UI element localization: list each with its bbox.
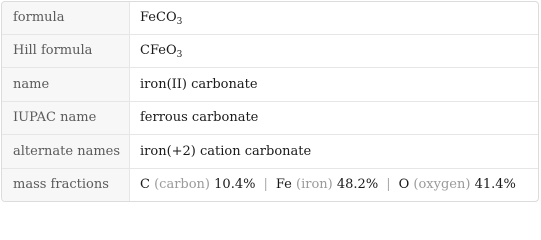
fraction-percent: 41.4% xyxy=(474,176,516,192)
fraction-separator: | xyxy=(386,176,391,192)
table-row xyxy=(2,2,538,35)
properties-table xyxy=(2,2,538,201)
table-row xyxy=(2,101,538,134)
fraction-percent: 10.4% xyxy=(214,176,256,192)
fraction-iron xyxy=(276,177,378,192)
fraction-symbol: C xyxy=(140,176,150,192)
row-label-name: name xyxy=(2,68,130,101)
table-row xyxy=(2,135,538,168)
fraction-element-name: (iron) xyxy=(296,176,333,192)
fraction-oxygen xyxy=(399,177,516,192)
row-value-hill-formula xyxy=(130,35,539,68)
row-label-iupac-name: IUPAC name xyxy=(2,101,130,134)
row-value-name: iron(II) carbonate xyxy=(130,68,539,101)
fraction-symbol: Fe xyxy=(275,176,292,192)
row-label-mass-fractions: mass fractions xyxy=(2,168,130,201)
formula-main: FeCO xyxy=(140,10,177,25)
fraction-element-name: (carbon) xyxy=(154,176,211,192)
row-label-formula: formula xyxy=(2,2,130,35)
fraction-symbol: O xyxy=(398,176,410,192)
formula-subscript: 3 xyxy=(176,17,183,27)
table-row xyxy=(2,35,538,68)
properties-table-card xyxy=(1,1,539,202)
row-value-mass-fractions xyxy=(130,168,539,201)
fraction-percent: 48.2% xyxy=(336,176,379,192)
table-row xyxy=(2,68,538,101)
row-value-iupac-name: ferrous carbonate xyxy=(130,101,539,134)
row-value-alternate-names: iron(+2) cation carbonate xyxy=(130,135,539,168)
fraction-element-name: (oxygen) xyxy=(413,176,471,192)
row-label-hill-formula: Hill formula xyxy=(2,35,130,68)
fraction-carbon xyxy=(140,177,255,192)
hill-formula-subscript: 3 xyxy=(176,50,183,61)
row-value-formula xyxy=(130,2,539,35)
hill-formula-main: CFeO xyxy=(140,43,177,59)
row-label-alternate-names: alternate names xyxy=(2,135,130,168)
table-row xyxy=(2,168,538,201)
fraction-separator: | xyxy=(263,176,268,192)
